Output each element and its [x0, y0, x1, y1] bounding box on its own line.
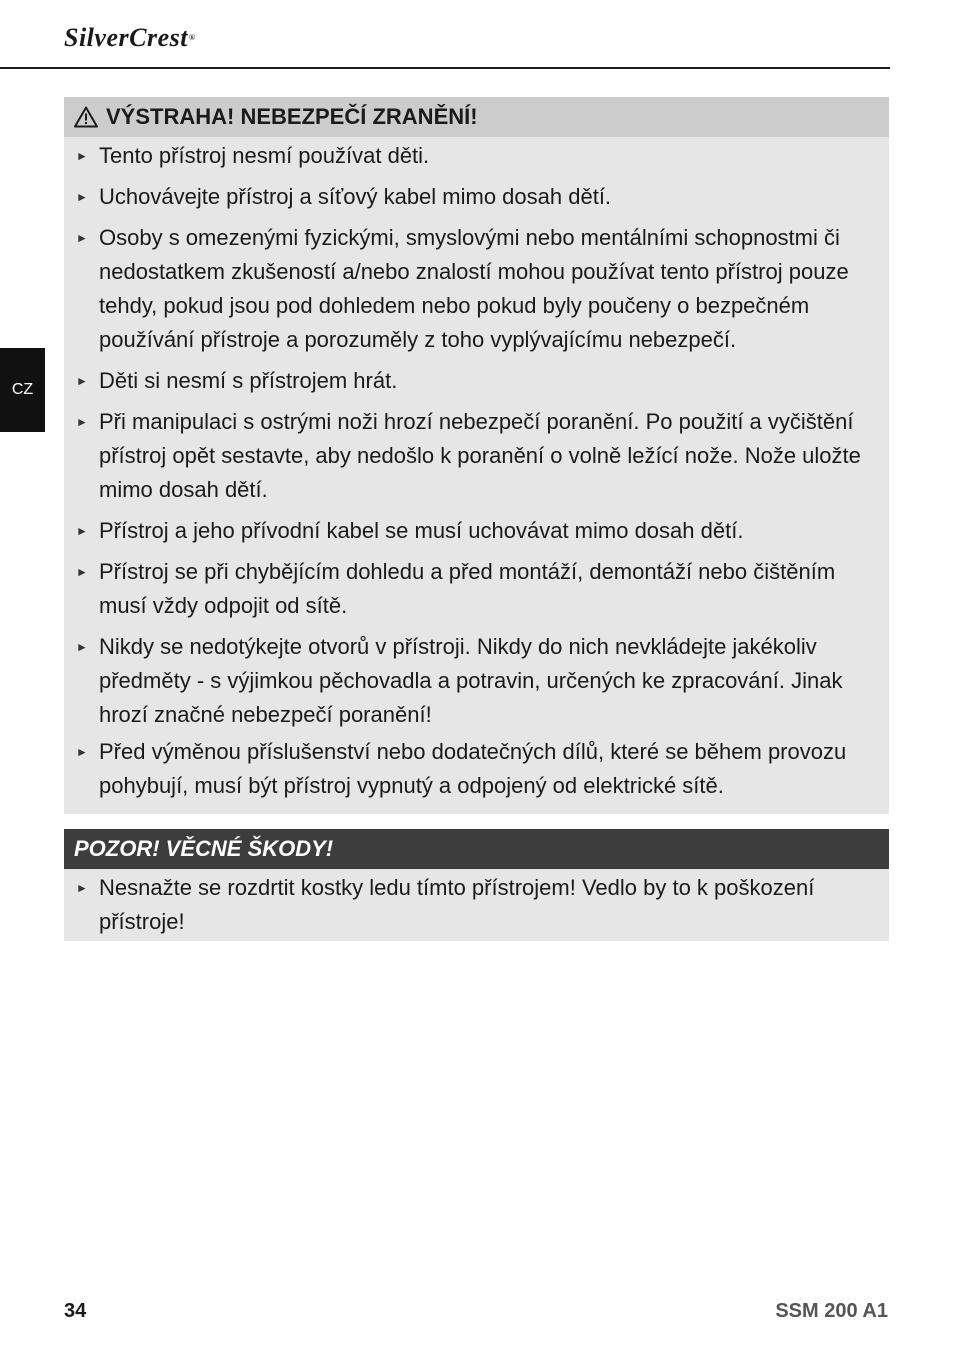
list-item: [64, 221, 889, 357]
notice-list: [64, 869, 889, 939]
header-rule: [0, 67, 890, 69]
registered-mark: ®: [188, 33, 196, 42]
list-item: [64, 630, 889, 732]
page-number: 34: [64, 1300, 87, 1322]
notice-header: [64, 829, 889, 869]
language-tab-label: CZ: [11, 381, 34, 398]
bullet-arrow-icon: ►: [76, 231, 88, 245]
brand-name: SilverCrest: [64, 23, 188, 52]
bullet-arrow-icon: ►: [76, 415, 88, 429]
bullet-arrow-icon: ►: [76, 524, 88, 538]
list-item-text: Tento přístroj nesmí používat děti.: [99, 143, 430, 168]
list-item: [64, 180, 889, 214]
list-item-text: Osoby s omezenými fyzickými, smyslovými nebo mentálními schopnostmi či nedostatkem zkušeností a/nebo znalostí mohou používat tento přístroj pouze tehdy, pokud jsou pod dohledem nebo pokud byly poučeny o bezpečném používání přístroje a porozuměly z toho vyplývajícímu nebezpečí.: [99, 225, 849, 352]
warning-header: [64, 97, 889, 137]
list-item: [64, 871, 889, 939]
list-item-text: Děti si nesmí s přístrojem hrát.: [99, 368, 398, 393]
list-item-text: Nikdy se nedotýkejte otvorů v přístroji. Nikdy do nich nevkládejte jakékoliv předměty - s výjimkou pěchovadla a potravin, určených ke zpracování. Jinak hrozí značné nebezpečí poranění!: [99, 634, 843, 727]
list-item: [64, 555, 889, 623]
bullet-arrow-icon: ►: [76, 745, 88, 759]
notice-box: [64, 829, 889, 941]
bullet-arrow-icon: ►: [76, 149, 88, 163]
list-item-text: Přístroj a jeho přívodní kabel se musí uchovávat mimo dosah dětí.: [99, 518, 744, 543]
bullet-arrow-icon: ►: [76, 190, 88, 204]
list-item-text: Při manipulaci s ostrými noži hrozí nebezpečí poranění. Po použití a vyčištění přístroj opět sestavte, aby nedošlo k poranění o volně ležící nože. Nože uložte mimo dosah dětí.: [99, 409, 861, 502]
brand-logo: [64, 22, 195, 54]
list-item-text: Nesnažte se rozdrtit kostky ledu tímto přístrojem! Vedlo by to k poškození přístroje!: [99, 875, 815, 934]
bullet-arrow-icon: ►: [76, 374, 88, 388]
warning-title: VÝSTRAHA! NEBEZPEČÍ ZRANĚNÍ!: [106, 104, 478, 129]
language-tab: [0, 348, 45, 432]
list-item: [64, 514, 889, 548]
list-item: [64, 364, 889, 398]
list-item-text: Před výměnou příslušenství nebo dodatečných dílů, které se během provozu pohybují, musí být přístroj vypnutý a odpojený od elektrické sítě.: [99, 739, 847, 798]
warning-triangle-icon: [74, 106, 98, 128]
bullet-arrow-icon: ►: [76, 881, 88, 895]
model-name: SSM 200 A1: [775, 1300, 888, 1322]
warning-box: [64, 97, 889, 814]
list-item-text: Uchovávejte přístroj a síťový kabel mimo dosah dětí.: [99, 184, 612, 209]
list-item: [64, 405, 889, 507]
list-item-text: Přístroj se při chybějícím dohledu a před montáží, demontáží nebo čištěním musí vždy odpojit od sítě.: [99, 559, 836, 618]
bullet-arrow-icon: ►: [76, 640, 88, 654]
notice-title: POZOR! VĚCNÉ ŠKODY!: [74, 836, 334, 861]
list-item: [64, 735, 889, 803]
warning-list: [64, 137, 889, 803]
list-item: [64, 139, 889, 173]
bullet-arrow-icon: ►: [76, 565, 88, 579]
